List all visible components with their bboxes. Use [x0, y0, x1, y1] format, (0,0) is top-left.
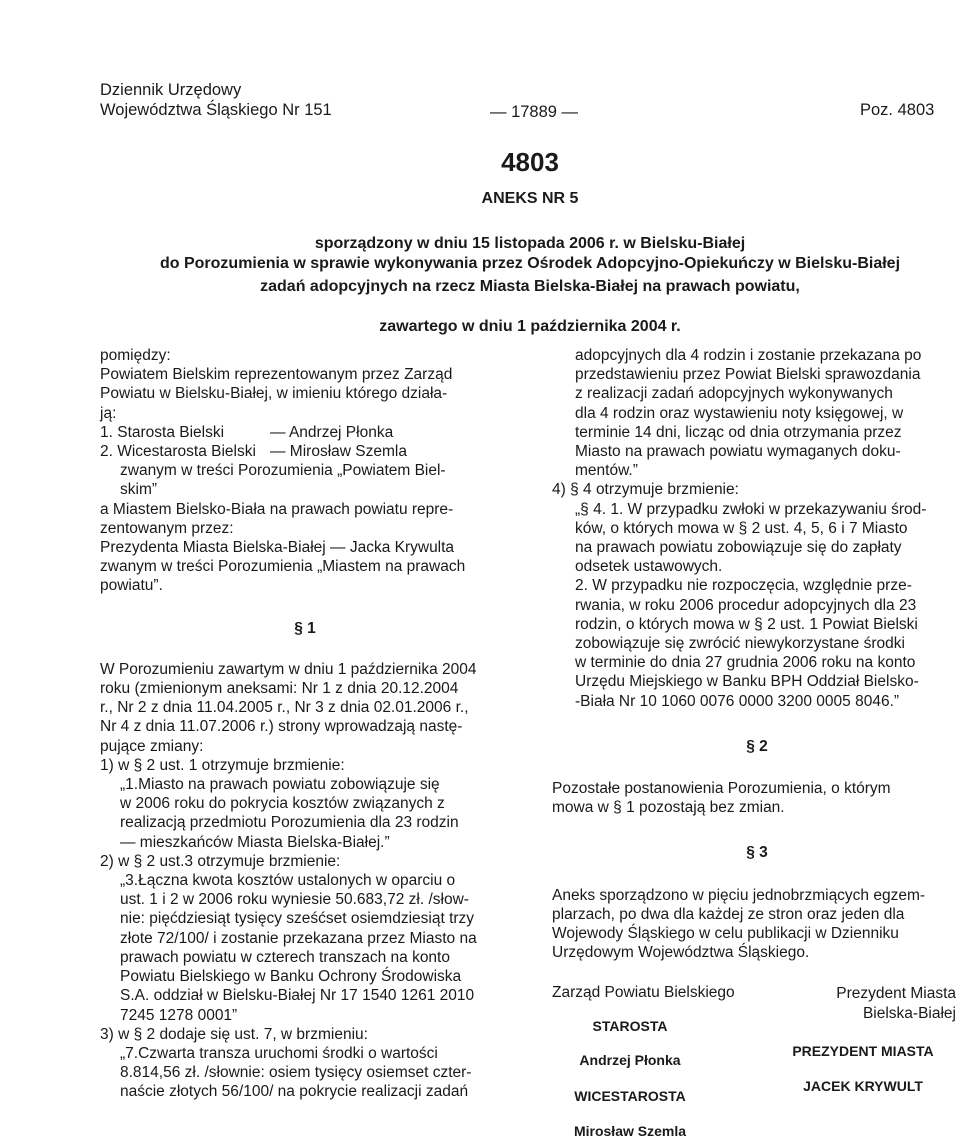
text-line: mentów.” [575, 462, 638, 480]
text-line: zwanym w treści Porozumienia „Powiatem Biel- [120, 462, 446, 480]
text-line: Miasto na prawach powiatu wymaganych doku- [575, 443, 901, 461]
text-line: 1) w § 2 ust. 1 otrzymuje brzmienie: [100, 756, 345, 774]
text-line: Wojewody Śląskiego w celu publikacji w Dzienniku [552, 925, 899, 943]
text-line: rodzin, o których mowa w § 2 ust. 1 Powiat Bielski [575, 615, 918, 633]
text-line: Urzędu Miejskiego w Banku BPH Oddział Bielsko- [575, 673, 919, 691]
text-line: pujące zmiany: [100, 737, 204, 755]
wicestarosta-title: WICESTAROSTA [574, 1088, 686, 1104]
text-line: „3.Łączna kwota kosztów ustalonych w oparciu o [120, 872, 456, 890]
aneks-title: ANEKS NR 5 [481, 190, 579, 207]
text-line: skim” [120, 481, 158, 499]
text-line: terminie 14 dni, licząc od dnia otrzymania przez [575, 423, 902, 441]
document-number: 4803 [501, 147, 559, 177]
starosta-name: Andrzej Płonka [579, 1052, 681, 1068]
text-line: Prezydenta Miasta Bielska-Białej — Jacka Krywulta [100, 539, 455, 557]
text-line: Powiatu Bielskiego w Banku Ochrony Środowiska [120, 968, 462, 986]
text-line: naście złotych 56/100/ na pokrycie realizacji zadań [120, 1083, 469, 1101]
text-line: pomiędzy: [100, 347, 171, 364]
text-line: złote 72/100/ i zostanie przekazana przez Miasto na [120, 929, 477, 947]
signature-right-heading-line1: Prezydent Miasta [836, 985, 956, 1002]
text-line: Powiatem Bielskim reprezentowanym przez Zarząd [100, 366, 453, 384]
right-column [552, 346, 960, 962]
starosta-title: STAROSTA [592, 1018, 668, 1034]
text-line: ków, o których mowa w § 2 ust. 4, 5, 6 i 7 Miasto [575, 519, 908, 537]
text-line: zentowanym przez: [100, 519, 234, 537]
text-line: 2) w § 2 ust.3 otrzymuje brzmienie: [100, 852, 341, 870]
text-line: rwania, w roku 2006 procedur adopcyjnych dla 23 [575, 596, 917, 614]
text-line: Aneks sporządzono w pięciu jednobrzmiących egzem- [552, 886, 926, 904]
text-line: przedstawieniu przez Powiat Bielski sprawozdania [575, 366, 921, 384]
title-line4: zawartego w dniu 1 października 2004 r. [379, 318, 681, 335]
text-line: nie: pięćdziesiąt tysięcy sześćset osiemdziesiąt trzy [120, 910, 475, 928]
text-line: ją: [100, 404, 117, 422]
page-number: — 17889 — [490, 103, 579, 121]
text-line: zwanym w treści Porozumienia „Miastem na prawach [100, 558, 466, 576]
party-role: 2. Wicestarosta Bielski [100, 443, 256, 461]
prezydent-name: JACEK KRYWULT [803, 1078, 923, 1094]
text-line: Powiatu w Bielsku-Białej, w imieniu którego działa- [100, 385, 448, 403]
party-person: — Mirosław Szemla [270, 443, 407, 461]
text-line: Pozostałe postanowienia Porozumienia, o którym [552, 780, 891, 798]
wicestarosta-name: Mirosław Szemla [573, 1123, 687, 1139]
journal-name-line2: Województwa Śląskiego Nr 151 [100, 101, 332, 119]
text-line: 8.814,56 zł. /słownie: osiem tysięcy osiemset czter- [120, 1064, 472, 1082]
left-column [100, 346, 510, 1102]
text-line: odsetek ustawowych. [575, 558, 723, 576]
text-line: na prawach powiatu zobowiązuje się do zapłaty [575, 539, 902, 557]
text-line: „§ 4. 1. W przypadku zwłoki w przekazywaniu środ- [575, 500, 927, 518]
text-line: roku (zmienionym aneksami: Nr 1 z dnia 20.12.2004 [100, 680, 459, 698]
title-line3: zadań adopcyjnych na rzecz Miasta Bielska-Białej na prawach powiatu, [260, 278, 800, 295]
text-line: 4) § 4 otrzymuje brzmienie: [552, 481, 739, 499]
section-3-heading: § 3 [746, 844, 768, 862]
text-line: powiatu”. [100, 577, 163, 595]
title-line1: sporządzony w dniu 15 listopada 2006 r. w Bielsku-Białej [314, 235, 746, 252]
text-line: S.A. oddział w Bielsku-Białej Nr 17 1540 1261 2010 [120, 987, 475, 1005]
signature-left-heading: Zarząd Powiatu Bielskiego [552, 984, 735, 1001]
section-1-heading: § 1 [294, 619, 316, 637]
party-person: — Andrzej Płonka [270, 423, 394, 441]
text-line: dla 4 rodzin oraz wystawieniu noty księgowej, w [575, 404, 904, 422]
party-role: 1. Starosta Bielski [100, 423, 225, 441]
text-line: ust. 1 i 2 w 2006 roku wyniesie 50.683,72 zł. /słow- [120, 891, 469, 909]
signature-right-heading-line2: Bielska-Białej [862, 1005, 956, 1022]
journal-name-line1: Dziennik Urzędowy [100, 81, 242, 99]
text-line: realizacją przedmiotu Porozumienia dla 23 rodzin [120, 814, 459, 832]
text-line: „7.Czwarta transza uruchomi środki o wartości [120, 1044, 438, 1062]
signature-right-heading [760, 984, 956, 1024]
text-line [100, 423, 510, 442]
text-line: „1.Miasto na prawach powiatu zobowiązuje się [120, 776, 440, 794]
text-line: adopcyjnych dla 4 rodzin i zostanie przekazana po [575, 347, 922, 364]
text-line: prawach powiatu w czterech transzach na konto [120, 948, 450, 966]
text-line: mowa w § 1 pozostają bez zmian. [552, 799, 785, 817]
prezydent-title: PREZYDENT MIASTA [792, 1043, 934, 1059]
text-line: -Biała Nr 10 1060 0076 0000 3200 0005 8046.” [575, 692, 900, 710]
text-line: Urzędowym Województwa Śląskiego. [552, 944, 810, 962]
text-line: W Porozumieniu zawartym w dniu 1 października 2004 [100, 660, 477, 678]
position-number: Poz. 4803 [860, 101, 935, 119]
section-2-heading: § 2 [746, 737, 768, 755]
text-line: z realizacji zadań adopcyjnych wykonywanych [575, 385, 893, 403]
text-line: 3) w § 2 dodaje się ust. 7, w brzmieniu: [100, 1025, 368, 1043]
title-line2: do Porozumienia w sprawie wykonywania przez Ośrodek Adopcyjno-Opiekuńczy w Bielsku-Białej [159, 255, 901, 272]
text-line: 7245 1278 0001” [120, 1006, 238, 1024]
text-line: zobowiązuje się zwrócić niewykorzystane środki [575, 635, 905, 653]
text-line: r., Nr 2 z dnia 11.04.2005 r., Nr 3 z dnia 02.01.2006 r., [100, 699, 469, 717]
text-line: a Miastem Bielsko-Biała na prawach powiatu repre- [100, 500, 454, 518]
text-line [100, 442, 510, 461]
text-line: Nr 4 z dnia 11.07.2006 r.) strony wprowadzają nastę- [100, 718, 463, 736]
text-line: — mieszkańców Miasta Bielska-Białej.” [120, 833, 390, 851]
text-line: w terminie do dnia 27 grudnia 2006 roku na konto [575, 654, 916, 672]
text-line: 2. W przypadku nie rozpoczęcia, względnie prze- [575, 577, 912, 595]
text-line: plarzach, po dwa dla każdej ze stron oraz jeden dla [552, 905, 905, 923]
text-line: w 2006 roku do pokrycia kosztów związanych z [120, 795, 445, 813]
